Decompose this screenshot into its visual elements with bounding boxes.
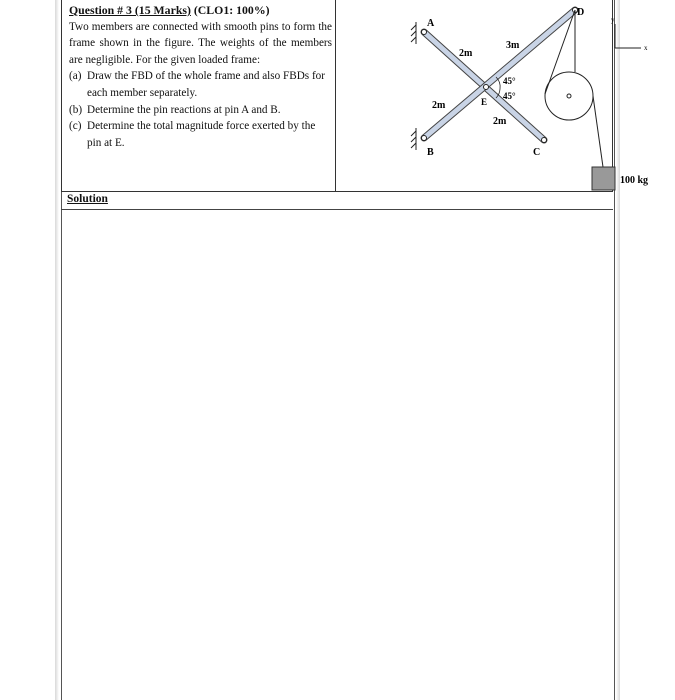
question-text-cell [62,0,336,191]
mass-block [592,167,615,190]
pin-b [422,136,427,141]
mass-label: 100 kg [620,175,649,186]
question-intro: Two members are connected with smooth pins to form the frame shown in the figure. The weights of the members are negligible. For the given loaded frame: [69,20,332,66]
frame-figure [397,0,673,191]
label-e: E [481,97,488,107]
dim-3m: 3m [506,40,520,51]
dim-2m-lower: 2m [493,116,507,127]
label-a: A [427,18,435,29]
question-title [69,2,332,19]
part-c [69,118,332,151]
angle-label-1: 45° [503,76,516,86]
solution-heading: Solution [67,193,108,205]
part-b [69,102,332,119]
part-a [69,68,332,101]
wall-support-b [411,128,416,150]
question-table [61,0,649,192]
label-d: D [577,7,585,18]
part-a-text: Draw the FBD of the whole frame and also FBDs for each member separately. [87,70,325,99]
angle-label-2: 45° [503,91,516,101]
part-c-label: (c) [69,120,82,133]
page-shadow-left [55,0,59,700]
label-b: B [427,147,434,158]
frame-figure-svg [397,0,673,191]
part-b-label: (b) [69,103,83,116]
axis-y-label: y [611,16,615,24]
wall-support-a [411,22,416,44]
pin-a [422,30,427,35]
part-b-text: Determine the pin reactions at pin A and B. [87,103,281,116]
dim-2m-left: 2m [432,100,446,111]
label-c: C [533,147,541,158]
question-title-underlined: Question # 3 (15 Marks) [69,3,191,17]
axis-x-label: x [644,44,648,52]
part-c-text: Determine the total magnitude force exerted by the pin at E. [87,120,316,149]
part-a-label: (a) [69,70,82,83]
question-title-rest: (CLO1: 100%) [190,3,270,17]
dim-2m-upper: 2m [459,48,473,59]
pin-e [484,85,489,90]
axis-icon [615,24,641,48]
question-text [69,2,332,151]
cable [575,10,603,167]
pin-c [542,138,547,143]
solution-divider [61,209,613,210]
